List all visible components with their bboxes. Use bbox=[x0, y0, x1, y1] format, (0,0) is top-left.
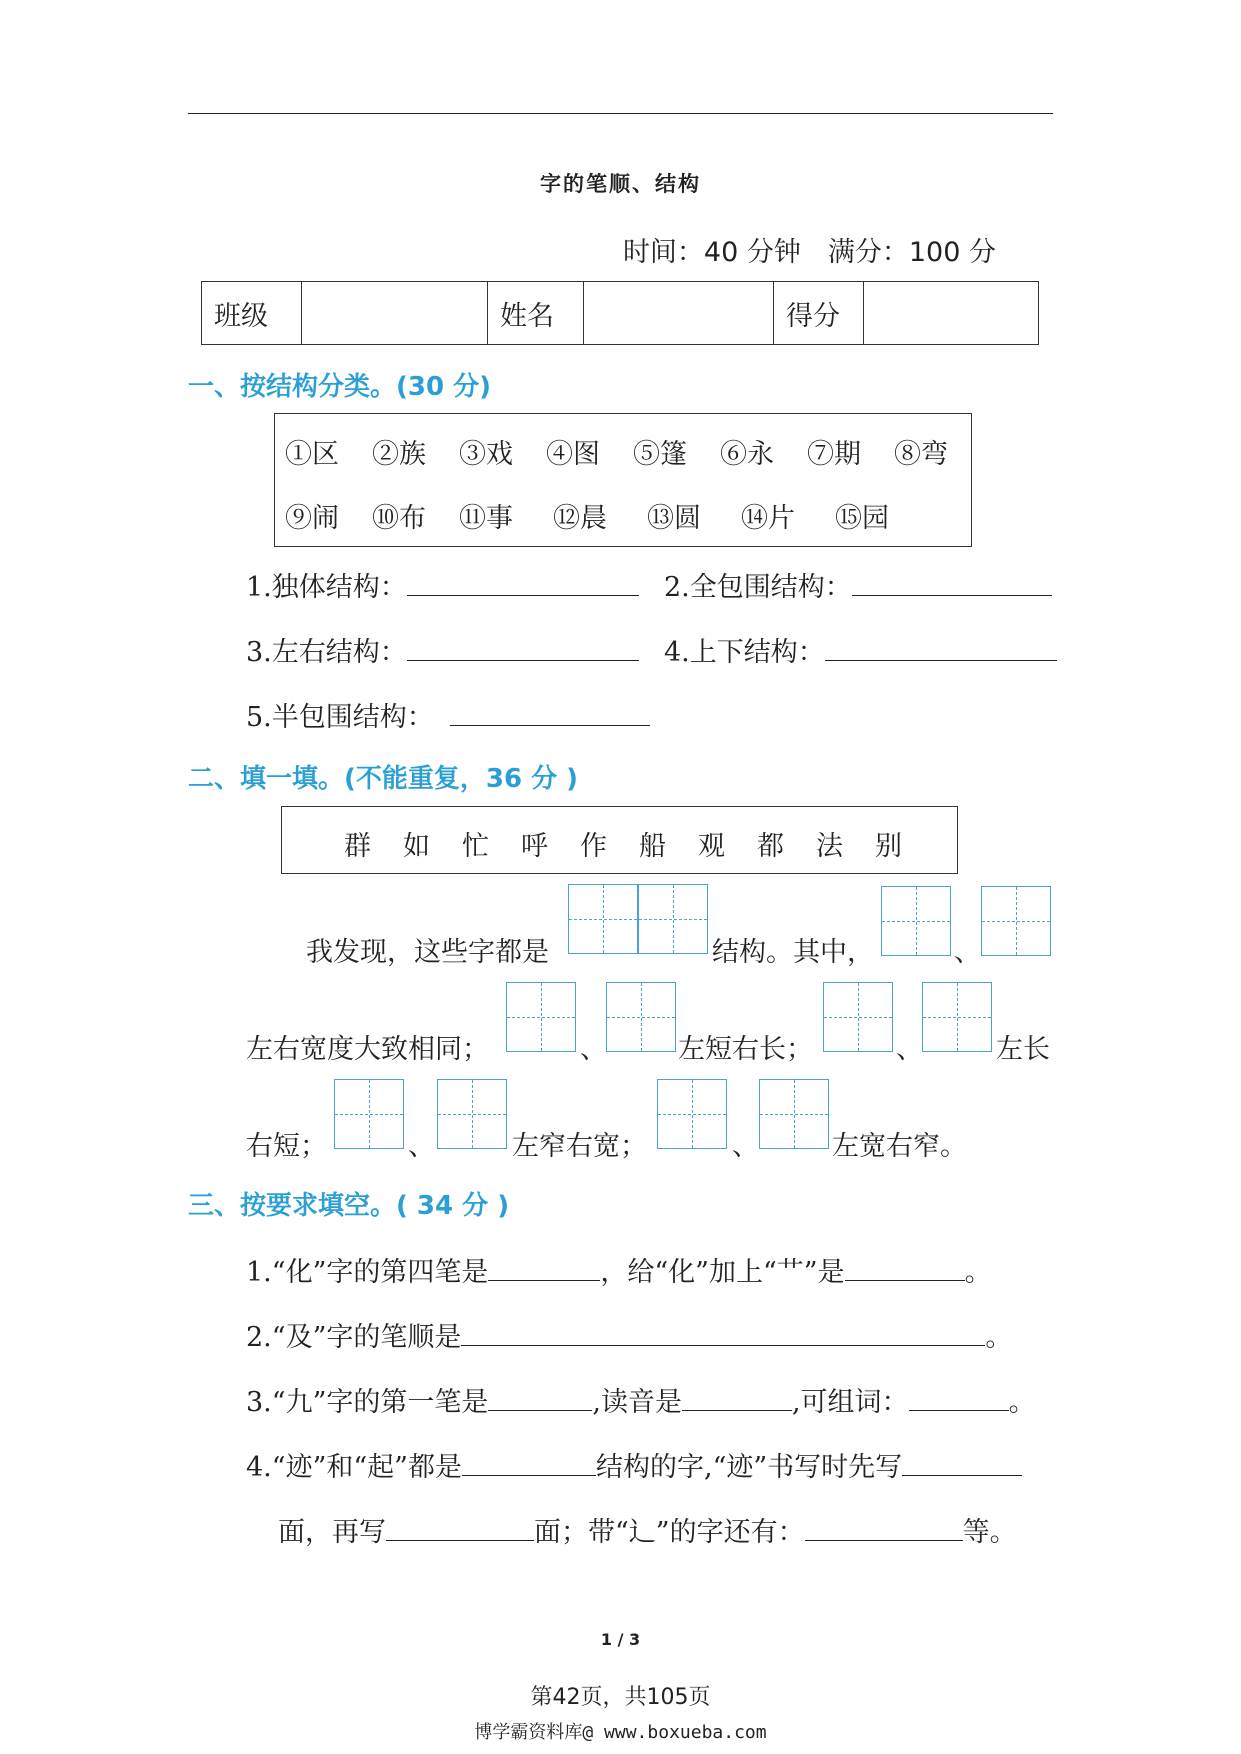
separator: 、 bbox=[732, 1131, 759, 1162]
question-text: 面；带“辶”的字还有： bbox=[534, 1517, 805, 1548]
question-text: 3.“九”字的第一笔是 bbox=[246, 1387, 489, 1418]
time-info: 时间：40 分钟 满分：100 分 bbox=[622, 237, 996, 268]
score-label: 得分 bbox=[774, 282, 864, 344]
section2-char-box bbox=[281, 806, 958, 874]
char-item: 观 bbox=[698, 831, 725, 862]
answer-blank[interactable] bbox=[909, 1384, 1009, 1411]
char-item: ⑨闹 bbox=[285, 503, 339, 534]
question-3-3 bbox=[246, 1380, 1036, 1419]
writing-grid[interactable] bbox=[922, 982, 992, 1052]
question-label: 4.上下结构： bbox=[664, 637, 825, 668]
char-item: ⑪事 bbox=[459, 503, 513, 534]
answer-blank[interactable] bbox=[488, 1384, 592, 1411]
writing-grid[interactable] bbox=[823, 982, 893, 1052]
char-item: 呼 bbox=[521, 831, 548, 862]
answer-blank[interactable] bbox=[805, 1514, 963, 1541]
char-item: ②族 bbox=[372, 439, 426, 470]
char-item: 法 bbox=[816, 831, 843, 862]
question-1-2 bbox=[664, 565, 1052, 604]
separator: 、 bbox=[408, 1131, 435, 1162]
question-1-4 bbox=[664, 630, 1057, 669]
char-item: ①区 bbox=[285, 439, 339, 470]
section1-char-box bbox=[274, 413, 972, 547]
answer-blank[interactable] bbox=[488, 1254, 600, 1281]
question-text: 4.“迹”和“起”都是 bbox=[246, 1452, 462, 1483]
answer-blank[interactable] bbox=[825, 634, 1057, 661]
section2-heading: 二、填一填。(不能重复，36 分 ) bbox=[188, 764, 579, 794]
question-3-2 bbox=[246, 1315, 1012, 1354]
writing-grid[interactable] bbox=[437, 1079, 507, 1149]
writing-grid[interactable] bbox=[606, 982, 676, 1052]
char-row-1 bbox=[285, 432, 954, 471]
answer-blank[interactable] bbox=[461, 1319, 985, 1346]
fill-text: 左右宽度大致相同； bbox=[246, 1034, 489, 1065]
fill-text: 左窄右宽； bbox=[512, 1131, 647, 1162]
source-watermark: 博学霸资料库@ www.boxueba.com bbox=[474, 1722, 767, 1743]
char-item: 别 bbox=[875, 831, 902, 862]
answer-blank[interactable] bbox=[682, 1384, 792, 1411]
separator: 、 bbox=[896, 1034, 923, 1065]
answer-blank[interactable] bbox=[407, 569, 639, 596]
question-text: 结构的字,“迹”书写时先写 bbox=[595, 1452, 903, 1483]
answer-blank[interactable] bbox=[902, 1449, 1022, 1476]
char-row-2 bbox=[285, 496, 895, 535]
question-label: 1.独体结构： bbox=[246, 572, 407, 603]
char-item: ③戏 bbox=[459, 439, 513, 470]
char-item: 船 bbox=[639, 831, 666, 862]
question-3-1 bbox=[246, 1250, 992, 1289]
writing-grid[interactable] bbox=[657, 1079, 727, 1149]
fill-text: 结构。其中， bbox=[712, 937, 874, 968]
question-text: 2.“及”字的笔顺是 bbox=[246, 1322, 462, 1353]
question-3-4 bbox=[246, 1445, 1022, 1484]
page-title: 字的笔顺、结构 bbox=[540, 171, 701, 196]
fill-text: 我发现，这些字都是 bbox=[306, 937, 549, 968]
question-text: 等。 bbox=[962, 1517, 1017, 1548]
char-item: 作 bbox=[580, 831, 607, 862]
question-text: ,可组词： bbox=[791, 1387, 909, 1418]
writing-grid[interactable] bbox=[334, 1079, 404, 1149]
char-item: ⑮园 bbox=[835, 503, 889, 534]
class-field[interactable] bbox=[302, 282, 488, 344]
question-1-5 bbox=[246, 695, 650, 734]
writing-grid[interactable] bbox=[981, 886, 1051, 956]
question-1-3 bbox=[246, 630, 639, 669]
question-3-4-cont bbox=[278, 1510, 1017, 1549]
char-item: ⑥永 bbox=[720, 439, 774, 470]
section1-heading: 一、按结构分类。(30 分) bbox=[188, 372, 491, 402]
fill-text: 左长 bbox=[996, 1034, 1050, 1065]
answer-blank[interactable] bbox=[462, 1449, 596, 1476]
question-1-1 bbox=[246, 565, 639, 604]
answer-blank[interactable] bbox=[852, 569, 1052, 596]
name-label: 姓名 bbox=[488, 282, 584, 344]
fill-text: 左宽右窄。 bbox=[832, 1131, 967, 1162]
question-text: ,读音是 bbox=[592, 1387, 682, 1418]
char-item: ⑩布 bbox=[372, 503, 426, 534]
student-info-table bbox=[201, 281, 1039, 345]
answer-blank[interactable] bbox=[386, 1514, 534, 1541]
char-item: ⑦期 bbox=[807, 439, 861, 470]
separator: 、 bbox=[954, 937, 981, 968]
section3-heading: 三、按要求填空。( 34 分 ) bbox=[188, 1191, 510, 1221]
char-item: 群 bbox=[344, 831, 371, 862]
punctuation: 。 bbox=[985, 1322, 1013, 1353]
punctuation: 。 bbox=[1008, 1387, 1036, 1418]
answer-blank[interactable] bbox=[845, 1254, 965, 1281]
char-item: 忙 bbox=[462, 831, 489, 862]
writing-grid[interactable] bbox=[638, 884, 708, 954]
writing-grid[interactable] bbox=[506, 982, 576, 1052]
writing-grid[interactable] bbox=[568, 884, 638, 954]
question-label: 2.全包围结构： bbox=[664, 572, 852, 603]
class-label: 班级 bbox=[202, 282, 302, 344]
question-text: 1.“化”字的第四笔是 bbox=[246, 1257, 489, 1288]
page-total: 第42页，共105页 bbox=[530, 1685, 711, 1710]
fill-text: 右短； bbox=[246, 1131, 327, 1162]
page-fraction: 1 / 3 bbox=[600, 1630, 641, 1649]
name-field[interactable] bbox=[584, 282, 774, 344]
fill-text: 左短右长； bbox=[678, 1034, 813, 1065]
writing-grid[interactable] bbox=[759, 1079, 829, 1149]
char-item: 如 bbox=[403, 831, 430, 862]
question-text: ，给“化”加上“艹”是 bbox=[600, 1257, 845, 1288]
top-rule bbox=[188, 113, 1053, 114]
section2-char-row bbox=[344, 824, 915, 863]
char-item: ⑫晨 bbox=[553, 503, 607, 534]
char-item: ⑬圆 bbox=[647, 503, 701, 534]
answer-blank[interactable] bbox=[407, 634, 639, 661]
writing-grid[interactable] bbox=[881, 886, 951, 956]
char-item: 都 bbox=[757, 831, 784, 862]
answer-blank[interactable] bbox=[450, 699, 650, 726]
question-label: 3.左右结构： bbox=[246, 637, 407, 668]
char-item: ⑭片 bbox=[741, 503, 795, 534]
char-item: ⑧弯 bbox=[894, 439, 948, 470]
question-label: 5.半包围结构： bbox=[246, 702, 434, 733]
separator: 、 bbox=[580, 1034, 607, 1065]
char-item: ④图 bbox=[546, 439, 600, 470]
punctuation: 。 bbox=[964, 1257, 992, 1288]
question-text: 面，再写 bbox=[278, 1517, 386, 1548]
score-field[interactable] bbox=[864, 282, 1038, 344]
char-item: ⑤篷 bbox=[633, 439, 687, 470]
